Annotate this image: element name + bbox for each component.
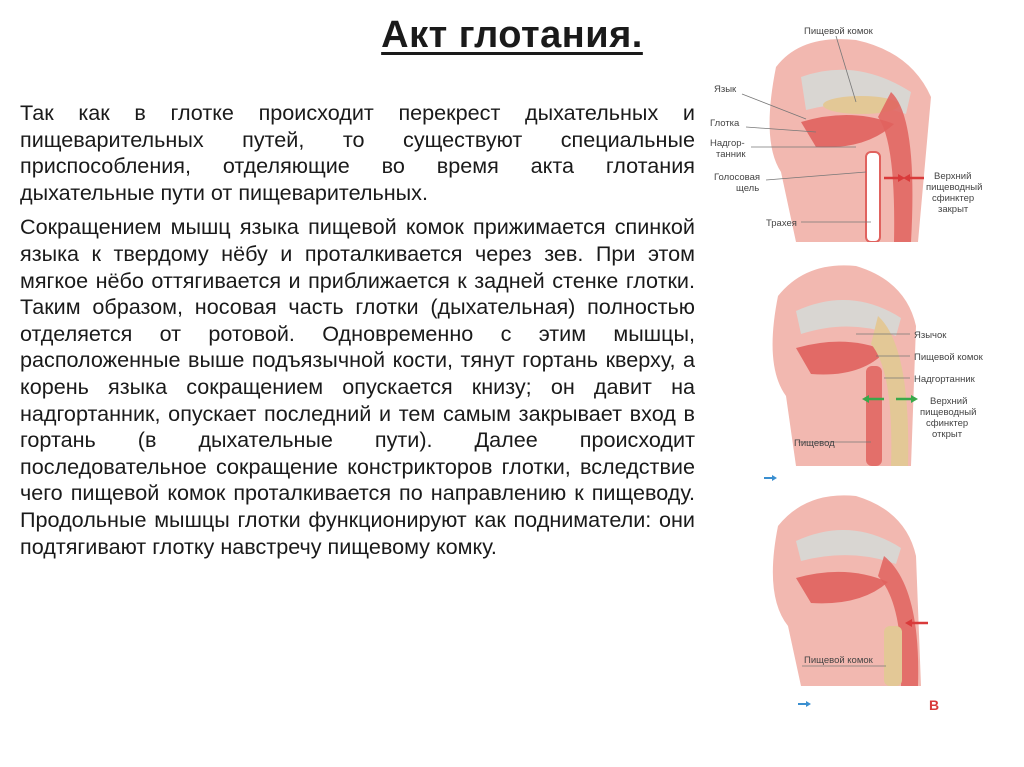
label-glottis-2: щель	[736, 183, 760, 194]
label-tongue: Язык	[714, 84, 737, 95]
figure-letter-label: В	[929, 697, 940, 713]
trachea-shape	[866, 152, 880, 242]
label-sphincter-1: Верхний	[934, 171, 972, 182]
slide-body	[20, 100, 695, 568]
label-trachea: Трахея	[766, 218, 797, 229]
swallowing-figure-stage-3	[706, 486, 1018, 726]
slide-title: Акт глотания.	[381, 14, 643, 56]
arrowhead-right-green-icon	[911, 395, 918, 403]
label-epiglottis-2: Надгортанник	[914, 374, 975, 385]
label-bolus-2: Пищевой комок	[914, 352, 983, 363]
label-sphincter-3: сфинктер	[932, 193, 975, 204]
blue-arrowhead-icon	[772, 475, 777, 481]
swallowing-figure-stage-2	[706, 256, 1018, 486]
figure-2-drawing	[706, 256, 1018, 486]
esophagus-shape	[866, 366, 882, 466]
label-glottis-1: Голосовая	[714, 172, 761, 183]
label-sphincter-open-2: пищеводный	[920, 407, 977, 418]
label-bolus: Пищевой комок	[804, 26, 873, 37]
blue-arrowhead-3-icon	[806, 701, 811, 707]
label-uvula: Язычок	[914, 330, 947, 341]
label-bolus-3: Пищевой комок	[804, 655, 873, 666]
label-sphincter-4: закрыт	[938, 204, 969, 215]
label-sphincter-open-4: открыт	[932, 429, 963, 440]
label-epiglottis-2: танник	[716, 149, 746, 160]
label-pharynx: Глотка	[710, 118, 740, 129]
label-sphincter-open-3: сфинктер	[926, 418, 969, 429]
paragraph-mechanism: Сокращением мышц языка пищевой комок прижимается спинкой языка к твердому нёбу и проталкивается через зев. При этом мягкое нёбо оттягивается и приближается к задней стенке глотки. Таким образом, носовая часть глотки (дыхательная) полностью отделяется от ротовой. Одновременно с этим мышцы, расположенные выше подъязычной кости, тянут гортань кверху, а корень языка сокращением опускается книзу; он давит на надгортанник, опускает последний и тем самым закрывает вход в гортань (в дыхательные пути). Далее происходит последовательное сокращение констрикторов глотки, вследствие чего пищевой комок проталкивается по направлению к пищеводу. Продольные мышцы глотки функционируют как подниматели: они подтягивают глотку навстречу пищевому комку.	[20, 214, 695, 559]
figure-1-drawing	[706, 22, 1018, 242]
label-esophagus: Пищевод	[794, 438, 835, 449]
label-sphincter-2: пищеводный	[926, 182, 983, 193]
bolus-shape-3	[884, 626, 902, 686]
figure-3-drawing	[706, 486, 1018, 726]
swallowing-figure-stage-1	[706, 22, 1018, 242]
paragraph-intro: Так как в глотке происходит перекрест дыхательных и пищеварительных путей, то существуют специальные приспособления, отделяющие во время акта глотания дыхательные пути от пищеварительных.	[20, 100, 695, 205]
label-sphincter-open-1: Верхний	[930, 396, 968, 407]
label-epiglottis-1: Надгор-	[710, 138, 745, 149]
